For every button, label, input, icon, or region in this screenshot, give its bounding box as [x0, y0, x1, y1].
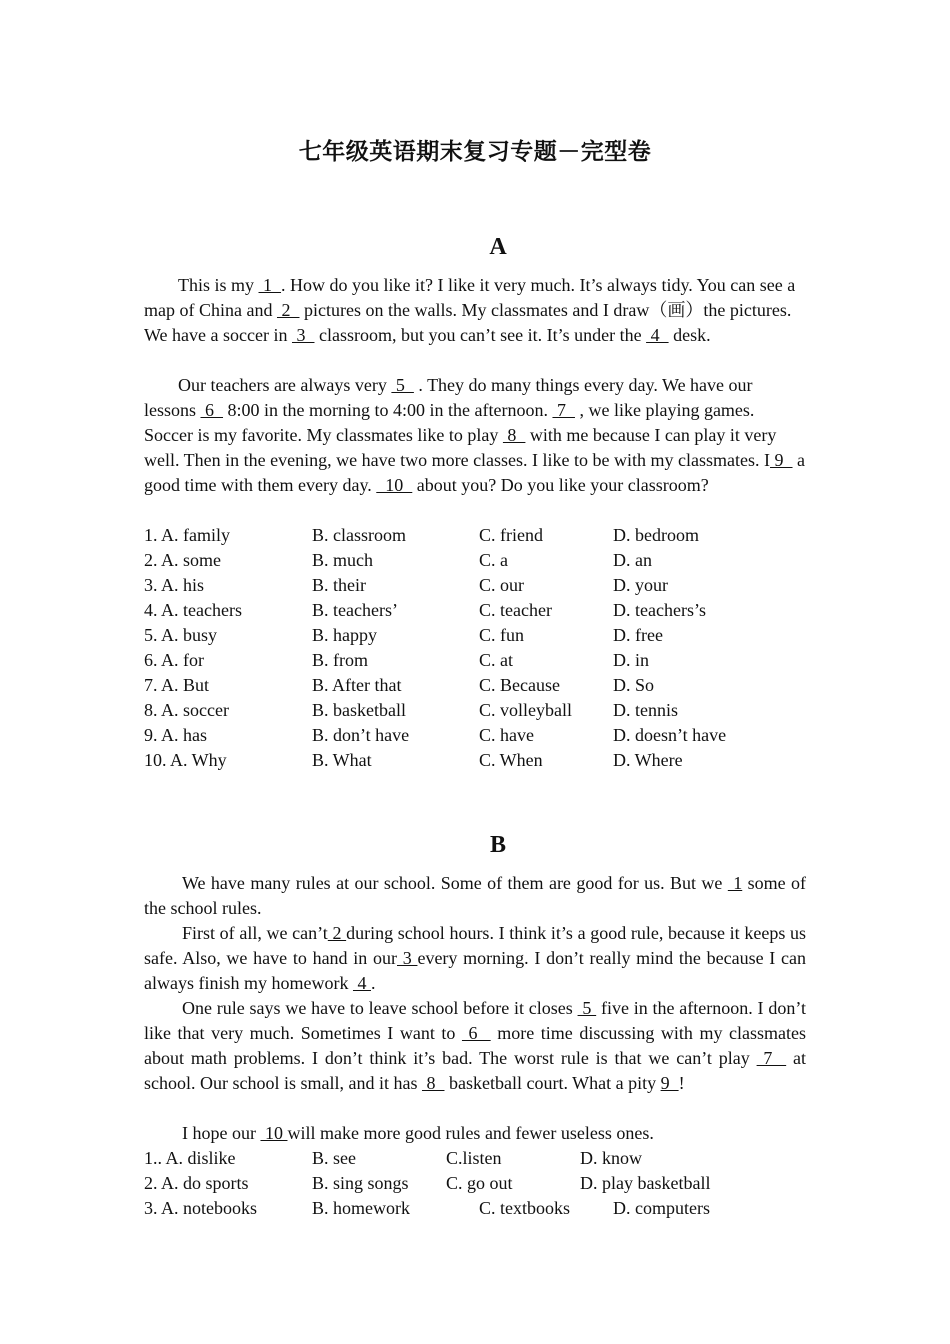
option-d: D. in [613, 650, 649, 670]
option-d: D. an [613, 550, 652, 570]
blank-a3: 3 [291, 325, 315, 345]
option-c: C. go out [446, 1173, 513, 1193]
option-d: D. your [613, 575, 668, 595]
section-b-paragraph-1: We have many rules at our school. Some of them are good for us. But we 1 some of the school rules. [144, 873, 807, 918]
option-d: D. Where [613, 750, 683, 770]
blank-b9: 9 [660, 1073, 679, 1093]
blank-b2: 2 [327, 923, 347, 943]
option-a: 6. A. for [144, 650, 204, 670]
option-b: B. happy [312, 625, 377, 645]
option-d: D. doesn’t have [613, 725, 727, 745]
option-c: C. textbooks [479, 1198, 571, 1218]
option-a: 7. A. But [144, 675, 210, 695]
blank-b10: 10 [260, 1123, 288, 1143]
option-b: B. don’t have [312, 725, 410, 745]
blank-b7: 7 [756, 1048, 787, 1068]
blank-a5: 5 [391, 375, 414, 395]
option-a: 3. A. notebooks [144, 1198, 258, 1218]
blank-a1: 1 [258, 275, 282, 295]
page-title: 七年级英语期末复习专题－完型卷 [298, 139, 652, 165]
option-row [144, 698, 844, 723]
option-a: 1. A. family [144, 525, 230, 545]
blank-b8: 8 [421, 1073, 445, 1093]
option-b: B. much [312, 550, 373, 570]
option-a: 4. A. teachers [144, 600, 242, 620]
blank-b4: 4 [352, 973, 371, 993]
option-a: 2. A. some [144, 550, 222, 570]
option-row [144, 648, 844, 673]
option-d: D. know [580, 1148, 642, 1168]
option-row [144, 548, 844, 573]
blank-a4: 4 [646, 325, 669, 345]
section-b-paragraph-2: First of all, we can’t 2 during school hours. I think it’s a good rule, because it keeps us safe. Also, we have to hand in our 3 every morning. I don’t really mind the because I can always finish my homework 4 . [144, 923, 807, 993]
option-b: B. see [312, 1148, 356, 1168]
option-b: B. basketball [312, 700, 406, 720]
option-c: C. a [479, 550, 508, 570]
option-c: C. volleyball [479, 700, 572, 720]
option-row [144, 723, 844, 748]
option-d: D. free [613, 625, 663, 645]
blank-a2: 2 [276, 300, 300, 320]
blank-a6: 6 [200, 400, 224, 420]
section-a-paragraph-1: This is my 1 . How do you like it? I like it very much. It’s always tidy. You can see a map of China and 2 pictures on the walls. My classmates and I draw（画）the pictures. We have a soccer in 3 classroom, but you can’t see it. It’s under the 4 desk. [144, 275, 796, 345]
option-c: C. friend [479, 525, 543, 545]
option-a: 2. A. do sports [144, 1173, 249, 1193]
option-d: D. So [613, 675, 655, 695]
option-row [144, 598, 844, 623]
option-d: D. bedroom [613, 525, 699, 545]
option-d: D. tennis [613, 700, 678, 720]
option-c: C. our [479, 575, 524, 595]
option-c: C.listen [446, 1148, 502, 1168]
option-row [144, 523, 844, 548]
option-d: D. teachers’s [613, 600, 706, 620]
option-b: B. teachers’ [312, 600, 398, 620]
option-row [144, 623, 844, 648]
section-a-paragraph-2: Our teachers are always very 5 . They do many things every day. We have our lessons 6 8:00 in the morning to 4:00 in the afternoon. 7 , we like playing games. Soccer is my favorite. My classmates like to play 8 with me because I can play it very well. Then in the evening, we have two more classes. I like to be with my classmates. I 9 a good time with them every day. 10 about you? Do you like your classroom? [144, 375, 806, 495]
section-b-paragraph-4: I hope our 10 will make more good rules and fewer useless ones. [182, 1123, 654, 1143]
blank-b6: 6 [461, 1023, 491, 1043]
option-row [144, 1171, 844, 1196]
option-b: B. sing songs [312, 1173, 409, 1193]
section-b-heading: B [489, 832, 506, 858]
option-c: C. have [479, 725, 534, 745]
blank-b5: 5 [577, 998, 597, 1018]
option-a: 8. A. soccer [144, 700, 229, 720]
option-d: D. computers [613, 1198, 710, 1218]
option-b: B. classroom [312, 525, 406, 545]
option-a: 1.. A. dislike [144, 1148, 236, 1168]
blank-a7: 7 [552, 400, 575, 420]
section-b-paragraph-3: One rule says we have to leave school before it closes 5 five in the afternoon. I don’t like that very much. Sometimes I want to 6 more time discussing with my classmates about math problems. I don’t think it’s bad. The worst rule is that we can’t play 7 at school. Our school is small, and it has 8 basketball court. What a pity 9 ! [144, 998, 807, 1093]
option-a: 10. A. Why [144, 750, 227, 770]
section-a-heading: A [489, 234, 507, 260]
blank-b1: 1 [727, 873, 743, 893]
option-a: 9. A. has [144, 725, 207, 745]
option-a: 3. A. his [144, 575, 205, 595]
option-row [144, 748, 844, 773]
blank-a9: 9 [770, 450, 793, 470]
option-row [144, 673, 844, 698]
option-b: B. their [312, 575, 366, 595]
option-a: 5. A. busy [144, 625, 218, 645]
blank-a8: 8 [502, 425, 526, 445]
option-row [144, 1146, 844, 1171]
option-c: C. at [479, 650, 513, 670]
option-c: C. Because [479, 675, 560, 695]
option-c: C. fun [479, 625, 524, 645]
blank-a10: 10 [376, 475, 413, 495]
option-row [144, 1196, 844, 1221]
option-b: B. After that [312, 675, 402, 695]
option-b: B. homework [312, 1198, 410, 1218]
option-c: C. When [479, 750, 543, 770]
option-b: B. What [312, 750, 372, 770]
blank-b3: 3 [397, 948, 418, 968]
option-row [144, 573, 844, 598]
option-b: B. from [312, 650, 368, 670]
option-d: D. play basketball [580, 1173, 711, 1193]
option-c: C. teacher [479, 600, 552, 620]
